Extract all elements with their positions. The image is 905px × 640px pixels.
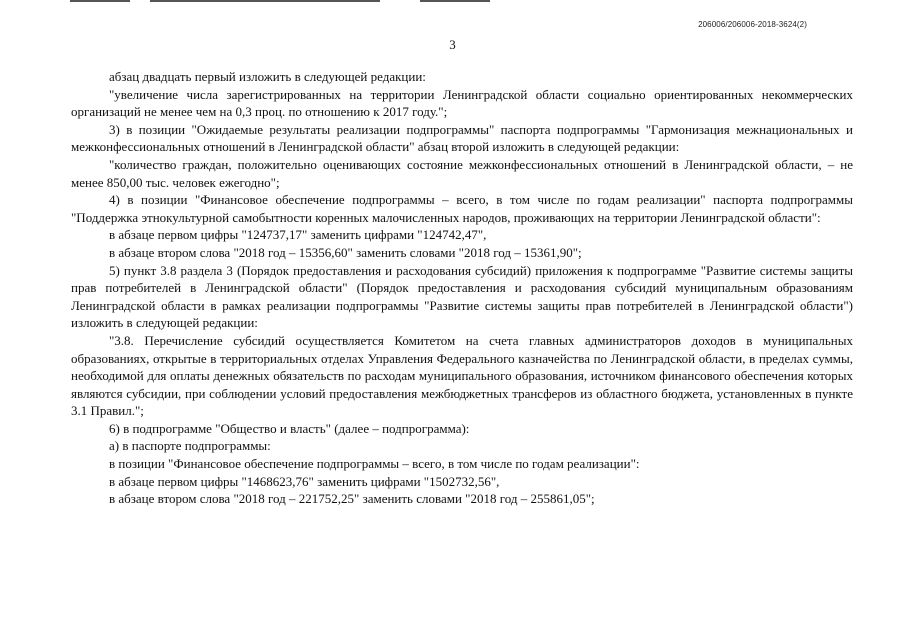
- document-id: 206006/206006-2018-3624(2): [698, 20, 807, 29]
- paragraph: абзац двадцать первый изложить в следующей редакции:: [109, 69, 426, 84]
- paragraph: "количество граждан, положительно оценивающих состояние межконфессиональных отношений в Ленинградской области, – не менее 850,00 тыс. человек ежегодно";: [71, 156, 853, 190]
- paragraph: 4) в позиции "Финансовое обеспечение подпрограммы – всего, в том числе по годам реализации" паспорта подпрограммы "Поддержка этнокультурной самобытности коренных малочисленных народов, проживающих на территории Ленинградской области":: [71, 192, 853, 225]
- paragraph: 5) пункт 3.8 раздела 3 (Порядок предоставления и расходования субсидий) приложения к подпрограмме "Развитие системы защиты прав потребителей в Ленинградской области" (Порядок предоставления и расходования субсидий муниципальным образованиям Ленинградской области в рамках реализации подпрограммы "Развитие системы защиты прав потребителей в Ленинградской области") изложить в следующей редакции:: [71, 262, 853, 331]
- paragraph: в абзаце втором слова "2018 год – 15356,60" заменить словами "2018 год – 15361,90";: [109, 244, 582, 260]
- paragraph: в абзаце первом цифры "1468623,76" заменить цифрами "1502732,56",: [109, 473, 500, 489]
- document-body: [71, 68, 853, 508]
- paragraph: в абзаце первом цифры "124737,17" заменить цифрами "124742,47",: [109, 227, 487, 243]
- paragraph: 3) в позиции "Ожидаемые результаты реализации подпрограммы" паспорта подпрограммы "Гармонизация межнациональных и межконфессиональных отношений в Ленинградской области" абзац второй изложить в следующей редакции:: [71, 121, 853, 155]
- scan-artifact-line: [420, 0, 490, 2]
- page-number: 3: [449, 37, 456, 52]
- scan-artifact-line: [150, 0, 380, 2]
- paragraph: 6) в подпрограмме "Общество и власть" (далее – подпрограмма):: [109, 420, 470, 436]
- paragraph: в абзаце втором слова "2018 год – 221752,25" заменить словами "2018 год – 255861,05";: [109, 491, 595, 507]
- paragraph: а) в паспорте подпрограммы:: [109, 438, 271, 454]
- paragraph: в позиции "Финансовое обеспечение подпрограммы – всего, в том числе по годам реализации":: [109, 456, 640, 472]
- paragraph: "3.8. Перечисление субсидий осуществляется Комитетом на счета главных администраторов доходов в муниципальных образованиях, открытые в территориальных отделах Управления Федерального казначейства по Ленинградской области, в пределах суммы, необходимой для оплаты денежных обязательств по расходам муниципального образования, источником финансового обеспечения которых являются субсидии, при соблюдении условий предоставления межбюджетных трансферов из областного бюджета, установленных в пункте 3.1 Правил.";: [71, 332, 853, 419]
- scan-artifact-line: [70, 0, 130, 2]
- paragraph: "увеличение числа зарегистрированных на территории Ленинградской области социально ориентированных некоммерческих организаций не менее чем на 0,3 проц. по отношению к 2017 году.";: [71, 86, 853, 120]
